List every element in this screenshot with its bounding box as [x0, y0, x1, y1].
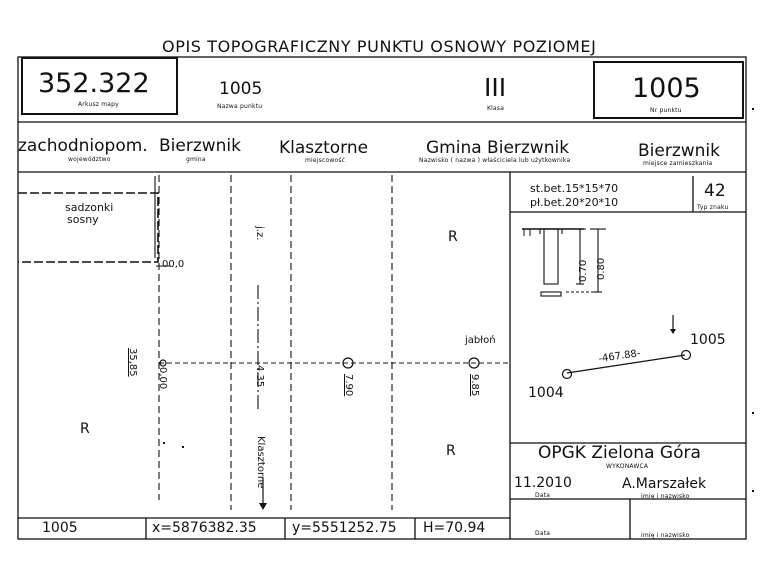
klasa-value: III	[484, 73, 507, 102]
measure-3585: 35,85	[127, 348, 138, 377]
coord-h: H=70.94	[423, 520, 486, 536]
wlasciciel-caption: Nazwisko ( nazwa ) właściciela lub użytkownika	[419, 157, 571, 164]
land-use-r-3: R	[446, 443, 456, 459]
jablon-label: jabłoń	[465, 335, 496, 346]
klasa-caption: Klasa	[487, 105, 505, 112]
miejscowosc-caption: miejscowość	[305, 157, 346, 164]
road-label: Klasztorne	[255, 436, 266, 489]
executor-caption: WYKONAWCA	[606, 463, 649, 470]
executor-date-caption: Data	[535, 492, 551, 499]
wojewodztwo-caption: województwo	[68, 156, 111, 163]
sign-profile	[522, 229, 606, 296]
executor-name-caption: imię i nazwisko	[641, 493, 690, 500]
jz-label: j.z.	[254, 226, 265, 241]
nazwa-punktu-caption: Nazwa punktu	[217, 103, 263, 110]
sign-dim-080: 0.80	[596, 257, 607, 280]
gmina-value: Bierzwnik	[159, 136, 242, 156]
executor-firm: OPGK Zielona Góra	[538, 443, 701, 463]
wojewodztwo-value: zachodniopom.	[18, 136, 148, 156]
gmina-caption: gmina	[186, 156, 206, 163]
wlasciciel-value: Gmina Bierzwnik	[426, 138, 570, 158]
coord-y: y=5551252.75	[292, 520, 397, 536]
measure-985: 9.85	[469, 374, 480, 397]
orient-point-1005: 1005	[690, 332, 726, 348]
measure-00: 00,0	[162, 259, 185, 270]
nr-punktu-caption: Nr punktu	[650, 107, 682, 114]
nazwa-punktu-value: 1005	[219, 79, 263, 99]
miejsce-caption: miejsce zamieszkania	[643, 160, 713, 167]
sign-line1: st.bet.15*15*70	[530, 182, 619, 195]
miejscowosc-value: Klasztorne	[279, 138, 369, 158]
verifier-date-caption: Data	[535, 530, 551, 537]
orient-point-1004: 1004	[528, 385, 564, 401]
typ-znaku-value: 42	[704, 181, 726, 201]
measure-790: 7.90	[343, 374, 354, 397]
arkusz-mapy-value: 352.322	[38, 68, 150, 99]
coord-x: x=5876382.35	[152, 520, 257, 536]
page-title: OPIS TOPOGRAFICZNY PUNKTU OSNOWY POZIOMEJ	[162, 37, 597, 56]
land-use-r-1: R	[448, 229, 458, 245]
sign-dim-070: 0.70	[578, 259, 589, 282]
miejsce-value: Bierzwnik	[638, 141, 721, 161]
orientation-lines	[563, 315, 691, 379]
executor-date: 11.2010	[514, 475, 572, 491]
nr-punktu-value: 1005	[632, 73, 701, 104]
sosny-label: sosny	[67, 213, 99, 226]
coord-point: 1005	[42, 520, 78, 536]
verifier-name-caption: imię i nazwisko	[641, 532, 690, 539]
sign-line2: pł.bet.20*20*10	[530, 196, 619, 209]
executor-name: A.Marszałek	[622, 476, 707, 492]
land-use-r-2: R	[80, 421, 90, 437]
measure-435: 4.35	[254, 365, 265, 388]
sadzonki-label: sadzonki	[65, 201, 114, 214]
arkusz-mapy-caption: Arkusz mapy	[78, 101, 119, 108]
measure-000: 0,00	[157, 367, 168, 390]
typ-znaku-caption: Typ znaku	[697, 204, 729, 211]
orient-distance: -467.88-	[597, 348, 642, 365]
